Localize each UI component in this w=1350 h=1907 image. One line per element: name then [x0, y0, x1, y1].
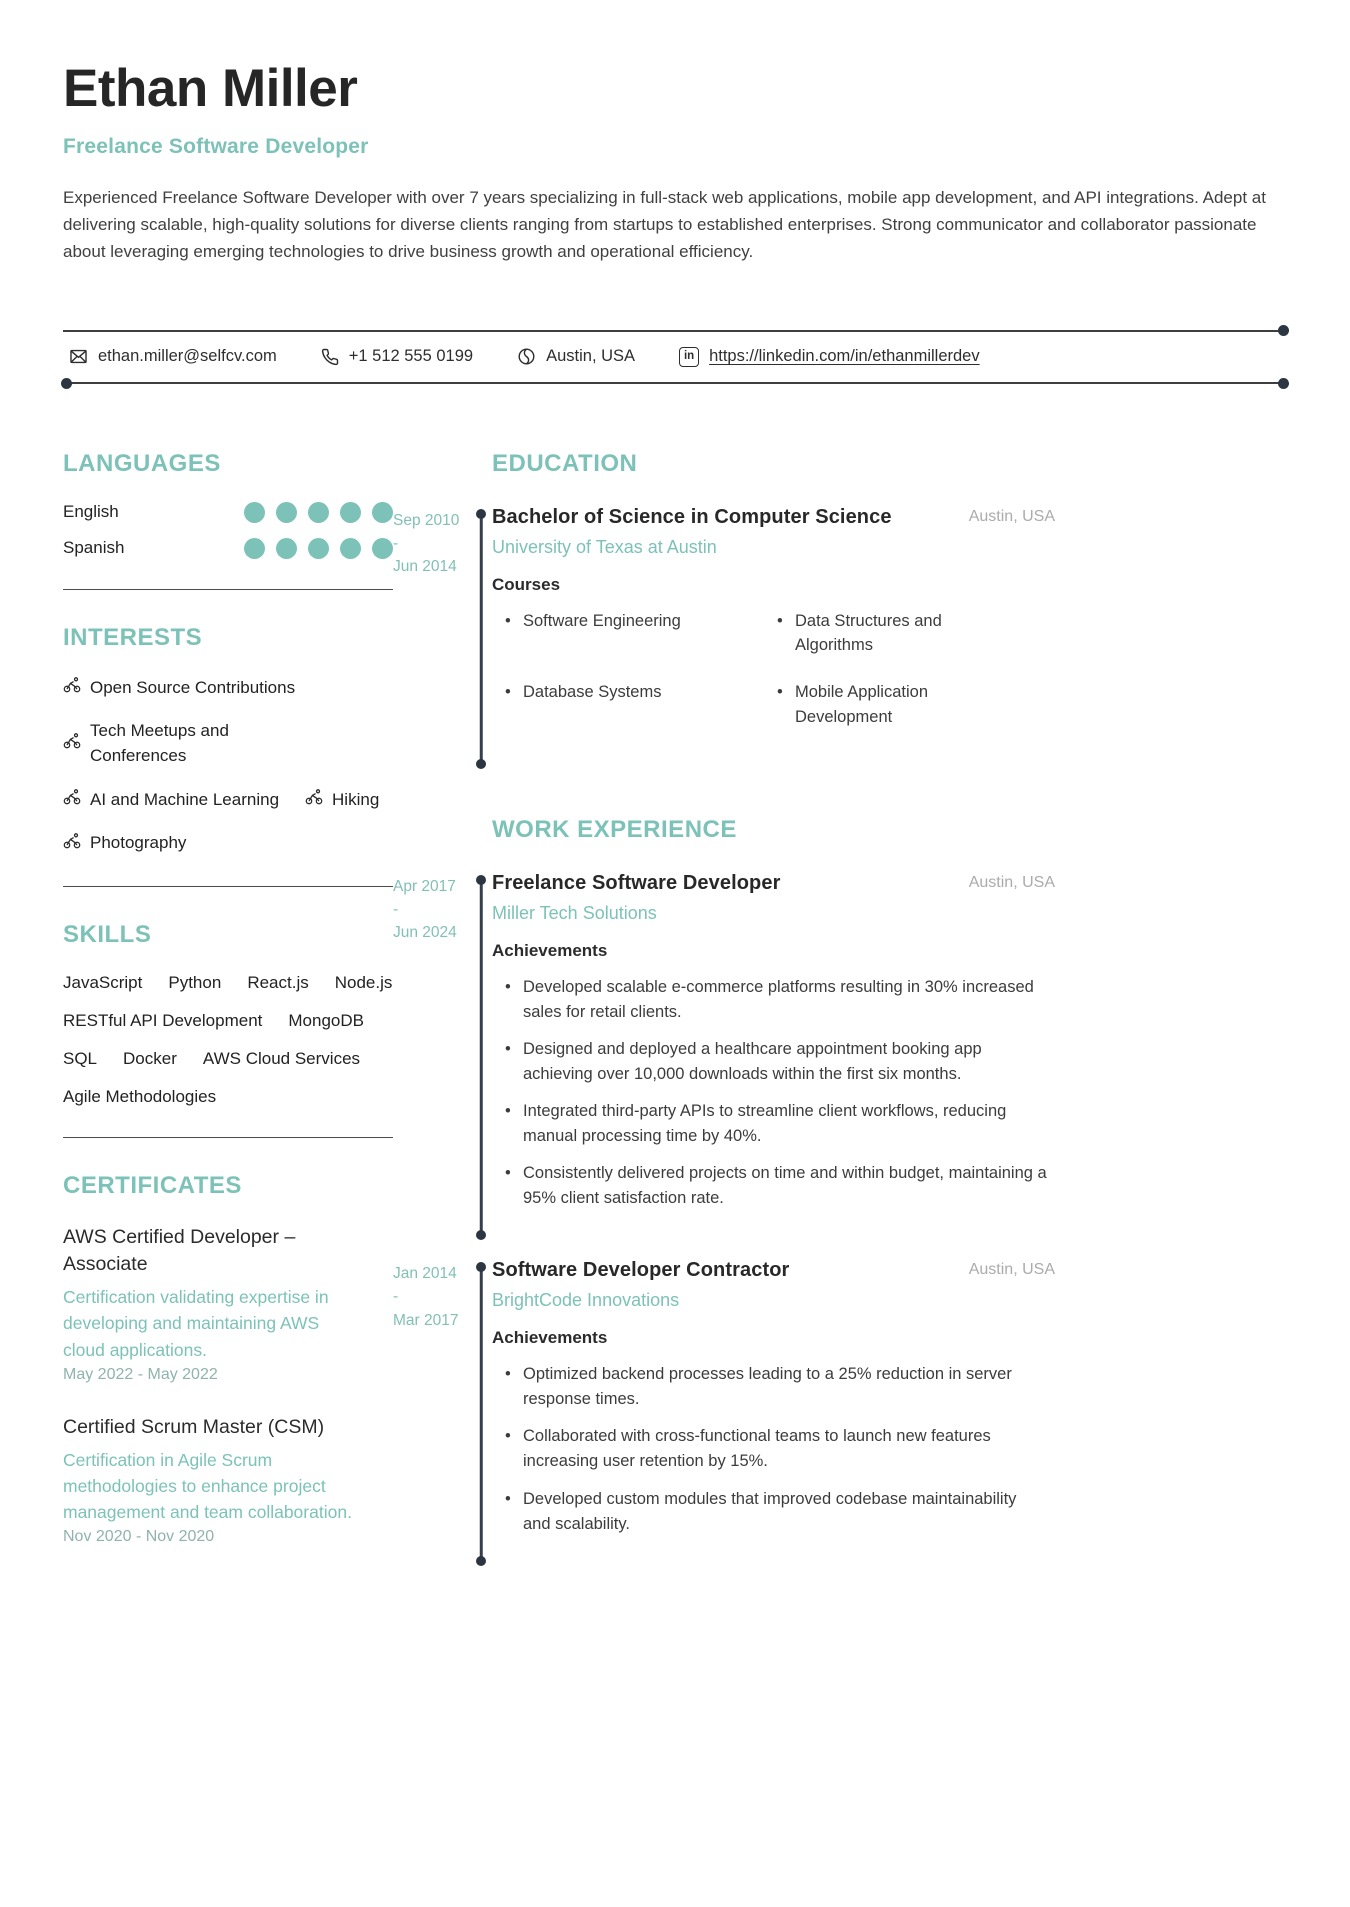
section-divider [63, 589, 393, 590]
entry-dates [393, 506, 470, 764]
achievement-item: • Developed scalable e-commerce platforms resulting in 30% increased sales for retail clients. [492, 975, 1048, 1025]
section-divider [63, 1137, 393, 1138]
skill-item: MongoDB [288, 1010, 364, 1030]
interest-label: Hiking [332, 789, 380, 809]
skill-item: Python [168, 972, 222, 992]
skill-item: JavaScript [63, 972, 143, 992]
language-name: English [63, 502, 119, 522]
certificate-description: Certification validating expertise in developing and maintaining AWS cloud applications. [63, 1287, 329, 1360]
interest-item [63, 788, 279, 813]
email-value: ethan.miller@selfcv.com [98, 347, 277, 366]
resume-body [63, 450, 1287, 1577]
level-dot [244, 538, 265, 559]
section-skills [63, 921, 393, 1107]
language-row [63, 538, 393, 559]
experience-entry [393, 872, 1055, 1236]
job-title: Software Developer Contractor [492, 1259, 790, 1282]
interest-label: Open Source Contributions [90, 677, 296, 697]
cyclist-icon [63, 733, 81, 754]
location-icon [517, 347, 536, 366]
location-value: Austin, USA [546, 347, 636, 366]
timeline [470, 872, 492, 1236]
section-interests [63, 624, 393, 856]
interest-label: Photography [90, 833, 187, 853]
school-name: University of Texas at Austin [492, 536, 717, 557]
timeline-dot [476, 1262, 486, 1272]
interest-label: AI and Machine Learning [90, 789, 280, 809]
resume-header [63, 58, 1287, 266]
achievement-item: • Optimized backend processes leading to a 25% reduction in server response times. [492, 1362, 1048, 1412]
achievements-label: Achievements [492, 940, 608, 960]
level-dot [308, 538, 329, 559]
achievements-label: Achievements [492, 1328, 608, 1348]
contact-email [69, 347, 277, 366]
level-dot [372, 538, 393, 559]
interest-item [63, 676, 295, 701]
contact-bar [63, 330, 1287, 384]
interest-item [63, 719, 298, 768]
rule-end-dot [61, 378, 72, 389]
achievement-item: • Developed custom modules that improved codebase maintainability and scalability. [492, 1487, 1048, 1537]
experience-entry [393, 1259, 1055, 1560]
courses-label: Courses [492, 574, 561, 594]
skill-item: AWS Cloud Services [202, 1048, 361, 1068]
date-start: Jan 2014 [393, 1265, 457, 1283]
timeline-dot [476, 1556, 486, 1566]
certificate-item [63, 1224, 393, 1384]
timeline-dot [476, 509, 486, 519]
certificate-dates: Nov 2020 - Nov 2020 [63, 1528, 215, 1546]
cyclist-icon [63, 677, 81, 698]
summary-text: Experienced Freelance Software Developer with over 7 years specializing in full-stack web applications, mobile app development, and API integrations. Adept at delivering scalable, high-quality solutions for diverse clients ranging from startups to established enterprises. Strong communicator and collaborator passionate about leveraging emerging technologies to drive business growth and operational efficiency. [63, 188, 1266, 261]
job-title: Freelance Software Developer [492, 871, 781, 894]
phone-icon [321, 348, 339, 366]
courses-list [492, 609, 1055, 752]
level-dot [276, 502, 297, 523]
experience-heading: WORK EXPERIENCE [492, 815, 737, 843]
level-dot [372, 502, 393, 523]
date-start: Sep 2010 [393, 511, 460, 529]
section-education [393, 450, 1055, 764]
phone-value: +1 512 555 0199 [348, 347, 474, 366]
achievements-list [492, 975, 1048, 1212]
course-item: • Mobile Application Development [764, 680, 1004, 730]
languages-heading: LANGUAGES [63, 449, 221, 477]
date-end: Mar 2017 [393, 1311, 459, 1329]
cyclist-icon [305, 789, 323, 810]
achievement-item: • Collaborated with cross-functional teams to launch new features increasing user retention by 15%. [492, 1424, 1048, 1474]
skill-item: React.js [247, 972, 309, 992]
interest-label: Tech Meetups and Conferences [90, 721, 229, 765]
level-dot [340, 502, 361, 523]
entry-dates [393, 1259, 470, 1560]
rule-end-dot [1278, 325, 1289, 336]
course-item: • Software Engineering [492, 609, 764, 659]
skill-item: Agile Methodologies [63, 1086, 217, 1106]
candidate-name: Ethan Miller [63, 59, 358, 118]
linkedin-link[interactable]: https://linkedin.com/in/ethanmillerdev [709, 347, 980, 366]
language-name: Spanish [63, 538, 125, 558]
certificate-title: AWS Certified Developer – Associate [63, 1225, 296, 1276]
company-name: Miller Tech Solutions [492, 902, 657, 923]
date-separator: - [393, 1288, 399, 1306]
course-item: • Database Systems [492, 680, 764, 730]
certificate-item [63, 1414, 393, 1546]
date-start: Apr 2017 [393, 877, 456, 895]
section-languages [63, 450, 393, 559]
timeline-dot [476, 875, 486, 885]
interest-item [305, 788, 379, 813]
achievements-list [492, 1362, 1048, 1536]
entry-location: Austin, USA [968, 1261, 1055, 1279]
candidate-title: Freelance Software Developer [63, 135, 369, 158]
email-icon [69, 347, 88, 366]
skill-item: Docker [123, 1048, 177, 1068]
cyclist-icon [63, 833, 81, 854]
contact-phone [321, 347, 473, 366]
interests-heading: INTERESTS [63, 623, 203, 651]
course-item: • Data Structures and Algorithms [764, 609, 1004, 659]
skill-item: Node.js [334, 972, 393, 992]
contact-location [517, 347, 635, 366]
level-dot [276, 538, 297, 559]
language-row [63, 502, 393, 523]
timeline [470, 1259, 492, 1560]
entry-location: Austin, USA [968, 507, 1055, 525]
contact-linkedin [679, 347, 980, 367]
date-end: Jun 2024 [393, 924, 457, 942]
level-dot [244, 502, 265, 523]
certificates-heading: CERTIFICATES [63, 1171, 242, 1199]
date-end: Jun 2014 [393, 558, 457, 576]
left-column [63, 450, 393, 1577]
cyclist-icon [63, 789, 81, 810]
achievement-item: • Integrated third-party APIs to streamline client workflows, reducing manual processing time by 40%. [492, 1099, 1048, 1149]
rule-end-dot [1278, 378, 1289, 389]
date-separator: - [393, 534, 399, 552]
date-separator: - [393, 900, 399, 918]
interest-item [63, 831, 186, 856]
certificate-dates: May 2022 - May 2022 [63, 1365, 218, 1383]
timeline [470, 506, 492, 764]
achievement-item: • Consistently delivered projects on time and within budget, maintaining a 95% client satisfaction rate. [492, 1161, 1048, 1211]
skill-item: RESTful API Development [63, 1010, 263, 1030]
skill-item: SQL [63, 1048, 98, 1068]
certificate-title: Certified Scrum Master (CSM) [63, 1415, 325, 1438]
entry-location: Austin, USA [968, 873, 1055, 891]
right-column [393, 450, 1055, 1577]
achievement-item: • Designed and deployed a healthcare appointment booking app achieving over 10,000 downloads within the first six months. [492, 1037, 1048, 1087]
company-name: BrightCode Innovations [492, 1290, 680, 1311]
language-level-dots [244, 538, 393, 559]
timeline-dot [476, 1230, 486, 1240]
entry-dates [393, 872, 470, 1236]
education-heading: EDUCATION [492, 449, 638, 477]
degree-title: Bachelor of Science in Computer Science [492, 505, 892, 528]
timeline-dot [476, 759, 486, 769]
section-experience [393, 816, 1055, 1561]
section-certificates [63, 1172, 393, 1547]
level-dot [308, 502, 329, 523]
language-level-dots [244, 502, 393, 523]
education-entry [393, 506, 1055, 764]
section-divider [63, 886, 393, 887]
linkedin-icon: in [679, 347, 699, 367]
skills-heading: SKILLS [63, 920, 152, 948]
level-dot [340, 538, 361, 559]
certificate-description: Certification in Agile Scrum methodologies to enhance project management and team collaboration. [63, 1449, 352, 1523]
